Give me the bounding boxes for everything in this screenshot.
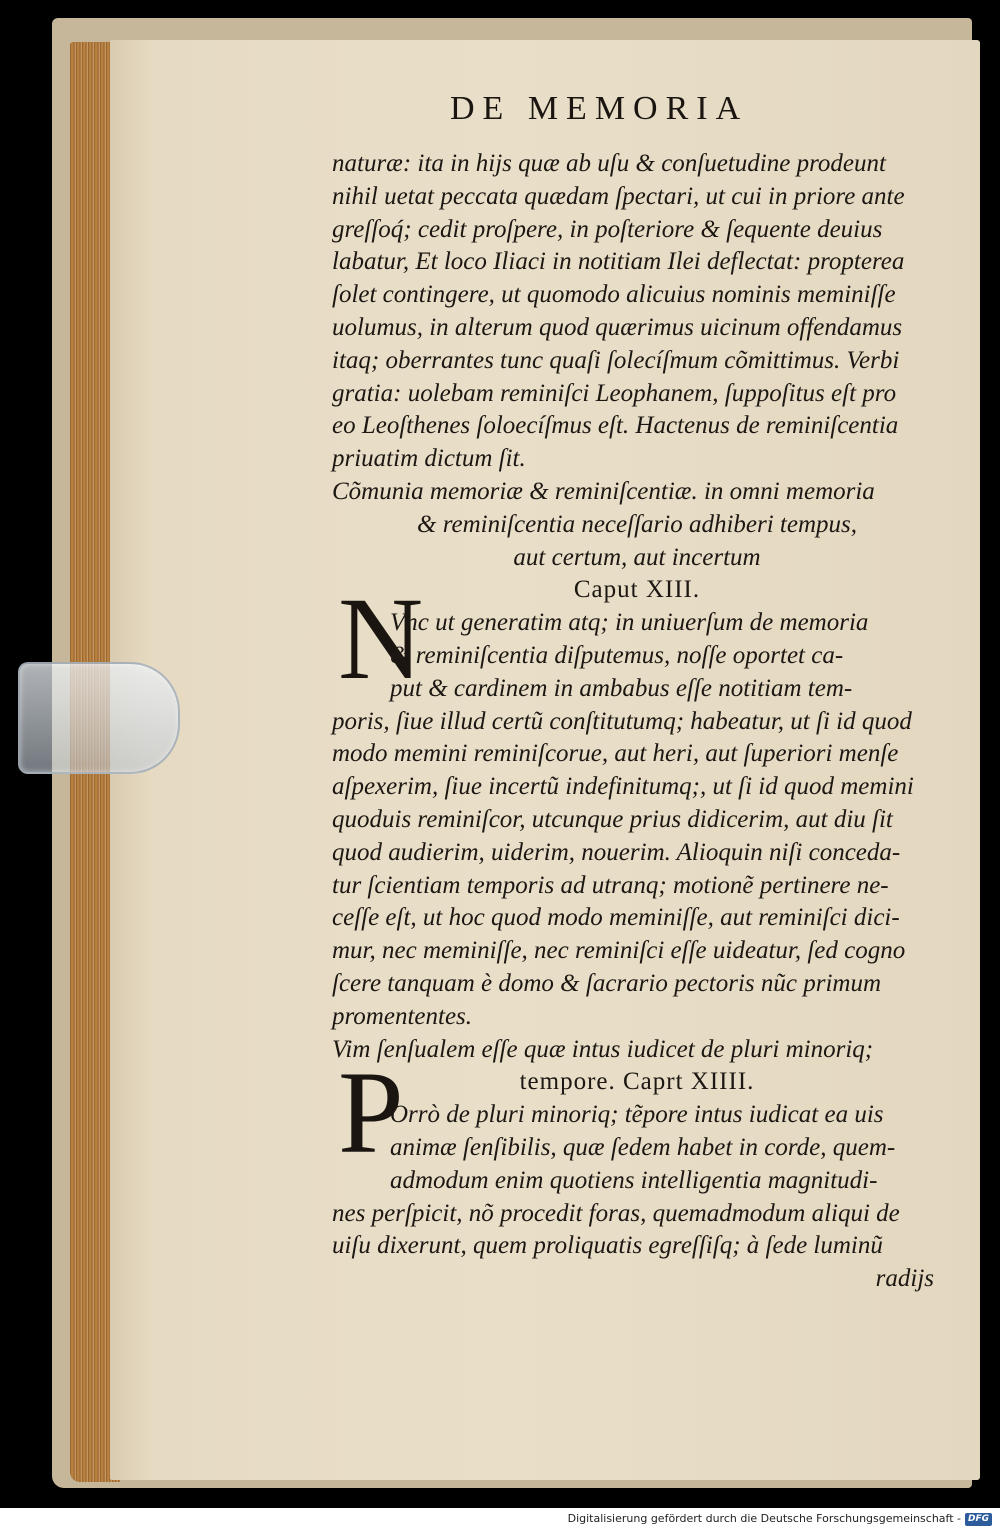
text-line: admodum enim quotiens intelligentia magnitudi- (390, 1166, 878, 1194)
text-line: nes perſpicit, nõ procedit foras, quemadmodum aliqui de (332, 1199, 900, 1227)
text-line: Orrò de pluri minoriq; tẽpore intus iudicat ea uis (390, 1101, 884, 1129)
text-line: labatur, Et loco Iliaci in notitiam Ilei deflectat: propterea (332, 248, 905, 276)
text-line: tur ſcientiam temporis ad utranq; motionẽ pertinere ne- (332, 871, 889, 899)
drop-cap-n: N (338, 573, 424, 704)
text-line: poris, ſiue illud certũ conſtitutumq; habeatur, ut ſi id quod (332, 707, 912, 735)
text-line: quod audierim, uiderim, nouerim. Alioquin niſi conceda- (332, 838, 901, 866)
text-line: radijs (875, 1265, 934, 1293)
text-line: modo memini reminiſcorue, aut heri, aut ſuperiori menſe (332, 740, 899, 768)
page-body-text (332, 148, 942, 1296)
book-clip (18, 662, 180, 774)
text-line: animæ ſenſibilis, quæ ſedem habet in corde, quem- (390, 1133, 896, 1161)
text-line: ſcere tanquam è domo & ſacrario pectoris nũc primum (332, 969, 881, 997)
text-line: Caput XIII. (573, 576, 701, 604)
text-line: uiſu dixerunt, quem proliquatis egreſſiſq; à ſede luminũ (332, 1232, 883, 1260)
text-line: uolumus, in alterum quod quærimus uicinum offendamus (332, 313, 903, 341)
dfg-logo-icon: DFG (965, 1513, 992, 1526)
running-head: DE MEMORIA (450, 90, 749, 127)
text-line: ſolet contingere, ut quomodo alicuius nominis meminiſſe (332, 281, 896, 309)
drop-cap-p: P (338, 1047, 404, 1178)
text-line: mur, nec meminiſſe, nec reminiſci eſſe uideatur, ſed cogno (332, 937, 906, 965)
footer-credit: Digitalisierung gefördert durch die Deutsche Forschungsgemeinschaft - (567, 1512, 961, 1525)
text-line: eo Leoſthenes ſoloecíſmus eſt. Hactenus de reminiſcentia (332, 412, 899, 440)
text-line: & reminiſcentia neceſſario adhiberi tempus, (417, 510, 857, 538)
footer-bar (0, 1508, 1000, 1529)
text-line: & reminiſcentia diſputemus, noſſe oportet ca- (390, 641, 844, 669)
text-line: aut certum, aut incertum (513, 543, 761, 571)
text-line: greſſoq́; cedit proſpere, in poſteriore & ſequente deuius (332, 215, 883, 243)
text-line: priuatim dictum ſit. (332, 445, 526, 473)
text-line: promententes. (332, 1002, 473, 1030)
text-line: gratia: uolebam reminiſci Leophanem, ſuppoſitus eſt pro (332, 379, 897, 407)
text-line: Cõmunia memoriæ & reminiſcentiæ. in omni memoria (332, 477, 875, 505)
text-line: ceſſe eſt, ut hoc quod modo meminiſſe, aut reminiſci dici- (332, 904, 900, 932)
text-line: Vnc ut generatim atq; in uniuerſum de memoria (390, 609, 869, 637)
text-line: nihil uetat peccata quædam ſpectari, ut cui in priore ante (332, 182, 905, 210)
text-line: naturæ: ita in hijs quæ ab uſu & conſuetudine prodeunt (332, 150, 886, 177)
text-line: tempore. Caprt XIIII. (519, 1068, 755, 1096)
text-line: quoduis reminiſcor, utcunque prius didicerim, aut diu ſit (332, 805, 893, 833)
text-line: aſpexerim, ſiue incertũ indefinitumq;, ut ſi id quod memini (332, 773, 914, 801)
text-line: put & cardinem in ambabus eſſe notitiam tem- (390, 674, 853, 702)
text-line: Vim ſenſualem eſſe quæ intus iudicet de pluri minoriq; (332, 1035, 874, 1063)
text-line: itaq; oberrantes tunc quaſi ſolecíſmum cõmittimus. Verbi (332, 346, 900, 374)
